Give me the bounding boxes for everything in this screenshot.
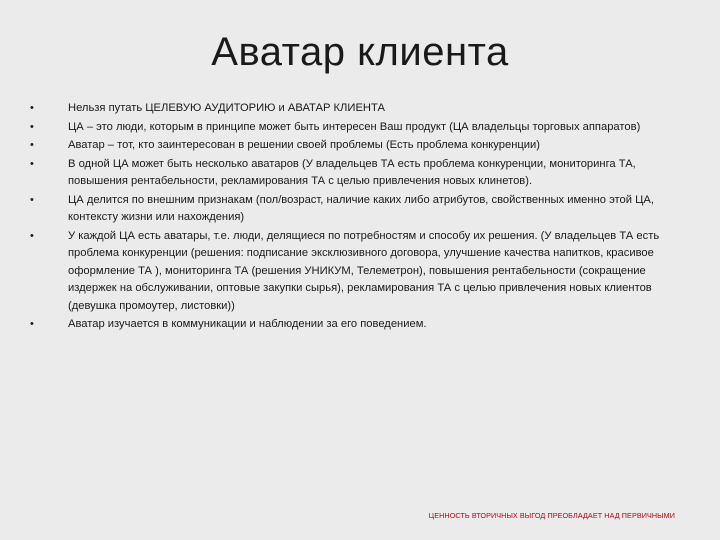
bullet-dot-icon: • <box>30 318 34 330</box>
bullet-item <box>30 100 670 118</box>
bullet-item <box>30 228 670 316</box>
bullet-dot-icon: • <box>30 120 34 133</box>
bullet-item <box>30 316 670 334</box>
bullet-item <box>30 119 670 137</box>
bullet-text: В одной ЦА может быть несколько аватаров (У владельцев ТА есть проблема конкуренции, мониторинга ТА, повышения рентабельности, рекламирования ТА с целью привлечения новых клинетов). <box>68 157 636 187</box>
bullet-text: ЦА – это люди, которым в принципе может быть интересен Ваш продукт (ЦА владельцы торговых аппаратов) <box>68 120 641 133</box>
slide-title: Аватар клиента <box>211 30 509 74</box>
bullet-list <box>30 100 670 334</box>
footer-note: ЦЕННОСТЬ ВТОРИЧНЫХ ВЫГОД ПРЕОБЛАДАЕТ НАД ПЕРВИЧНЫМИ <box>428 511 675 520</box>
bullet-dot-icon: • <box>30 157 34 170</box>
bullet-text: У каждой ЦА есть аватары, т.е. люди, делящиеся по потребностям и способу их решения. (У владельцев ТА есть проблема конкуренции (решения: подписание эксклюзивного договора, улучшение качества напитков, красивое оформление ТА ), мониторинга ТА (решения УНИКУМ, Телеметрон), повышения рентабельности (сокращение издержек на обслуживании, оптовые закупки сырья), рекламирования ТА с целью привлечения новых клиентов (девушка промоутер, листовки)) <box>68 229 660 312</box>
bullet-text: Аватар – тот, кто заинтересован в решении своей проблемы (Есть проблема конкуренции) <box>68 139 541 151</box>
bullet-dot-icon: • <box>30 102 34 114</box>
bullet-item <box>30 156 670 191</box>
bullet-dot-icon: • <box>30 139 34 151</box>
bullet-text: ЦА делится по внешним признакам (пол/возраст, наличие каких либо атрибутов, свойственных именно этой ЦА, контексту жизни или нахождения) <box>68 193 654 223</box>
bullet-dot-icon: • <box>30 229 34 242</box>
bullet-item <box>30 137 670 155</box>
bullet-text: Аватар изучается в коммуникации и наблюдении за его поведением. <box>68 318 427 330</box>
bullet-text: Нельзя путать ЦЕЛЕВУЮ АУДИТОРИЮ и АВАТАР КЛИЕНТА <box>68 102 385 114</box>
bullet-dot-icon: • <box>30 193 34 206</box>
bullet-item <box>30 192 670 227</box>
